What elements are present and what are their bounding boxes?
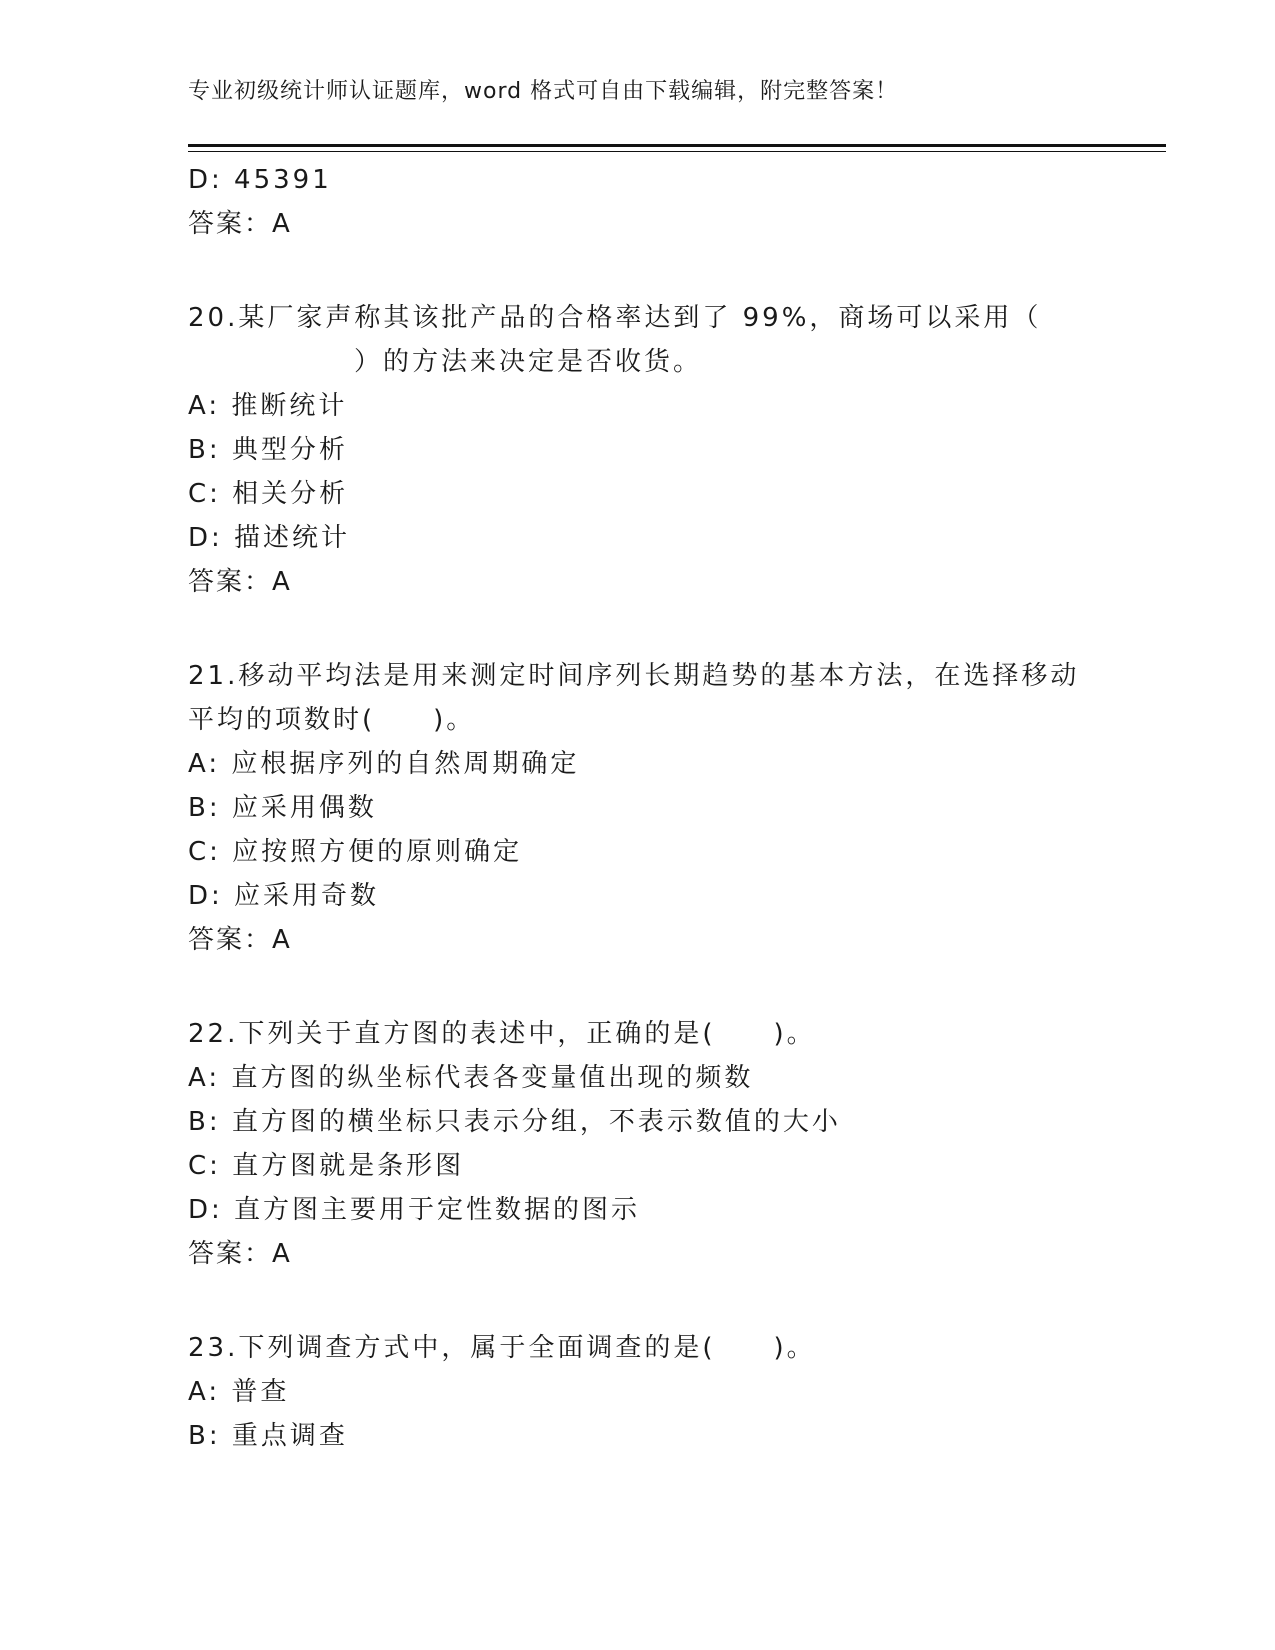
q20-option-b: B: 典型分析 [188,435,348,465]
q21-option-b: B: 应采用偶数 [188,793,377,823]
q20-option-a: A: 推断统计 [188,391,348,421]
q22-stem: 22.下列关于直方图的表述中，正确的是( )。 [188,1019,816,1049]
q23-option-b: B: 重点调查 [188,1421,348,1451]
q21-answer: 答案：A [188,925,292,955]
q20-stem: 20.某厂家声称其该批产品的合格率达到了 99%，商场可以采用（ [188,303,1042,333]
q22-option-c: C: 直方图就是条形图 [188,1151,465,1181]
q20-answer: 答案：A [188,567,292,597]
q23-stem: 23.下列调查方式中，属于全面调查的是( )。 [188,1333,816,1363]
q21-option-c: C: 应按照方便的原则确定 [188,837,523,867]
q22-option-a: A: 直方图的纵坐标代表各变量值出现的频数 [188,1063,754,1093]
q20-option-c: C: 相关分析 [188,479,349,509]
q21-stem: 21.移动平均法是用来测定时间序列长期趋势的基本方法，在选择移动 [188,661,1080,691]
q20-stem-cont: ）的方法来决定是否收货。 [354,347,703,377]
q19-option-d: D: 45391 [188,165,332,195]
q21-option-d: D: 应采用奇数 [188,881,380,911]
page-header: 专业初级统计师认证题库，word 格式可自由下载编辑，附完整答案！ [188,79,899,104]
q23-option-a: A: 普查 [188,1377,290,1407]
q22-option-d: D: 直方图主要用于定性数据的图示 [188,1195,641,1225]
q19-answer: 答案：A [188,209,292,239]
q21-stem-cont: 平均的项数时( )。 [188,705,476,735]
q22-option-b: B: 直方图的横坐标只表示分组，不表示数值的大小 [188,1107,841,1137]
q22-answer: 答案：A [188,1239,292,1269]
q20-option-d: D: 描述统计 [188,523,351,553]
q21-option-a: A: 应根据序列的自然周期确定 [188,749,580,779]
header-rule-thin [188,151,1166,152]
header-rule-thick [188,144,1166,147]
